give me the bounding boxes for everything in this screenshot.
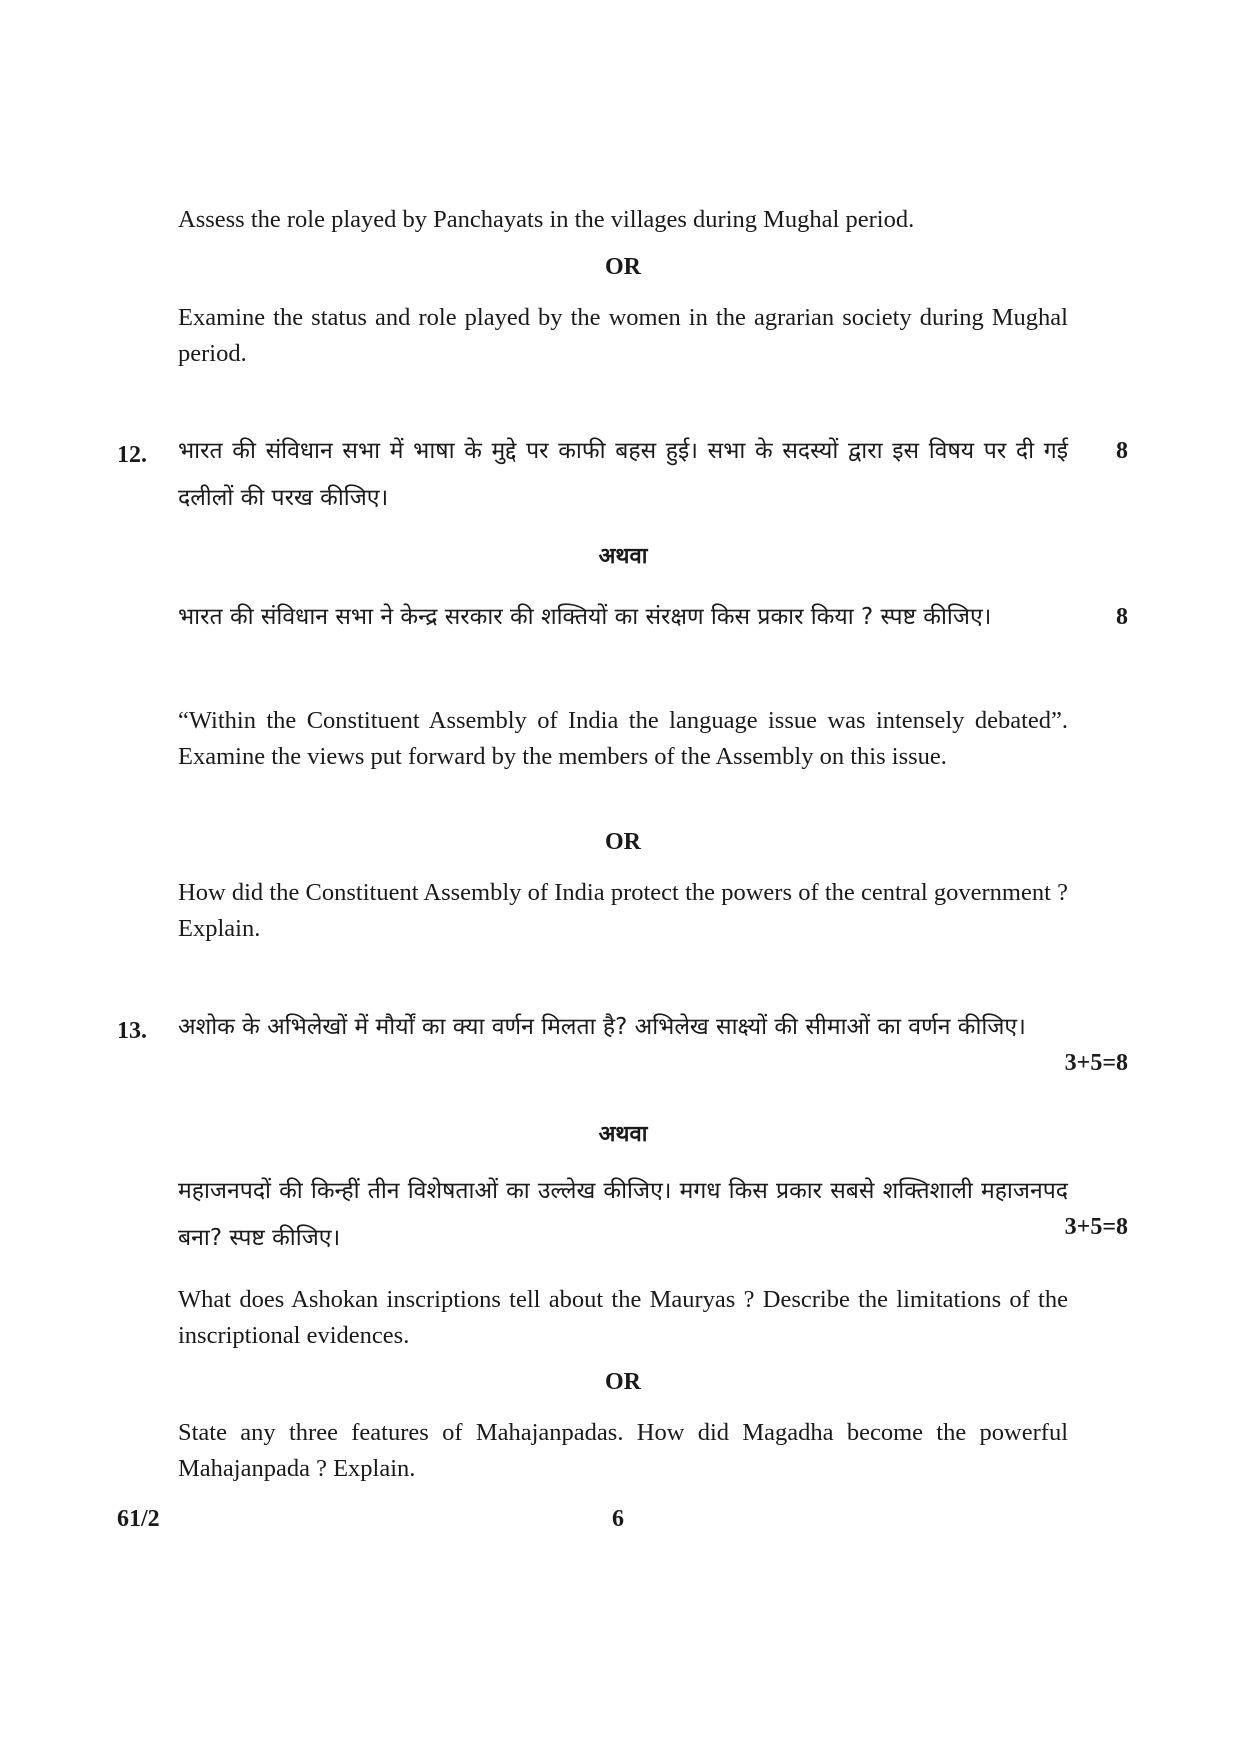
q13-alternative-english: State any three features of Mahajanpadas. How did Magadha become the powerful Mahajanpada ? Explain.: [178, 1419, 1068, 1482]
q11-or-separator: OR: [605, 254, 641, 280]
q12-alternative-hindi: भारत की संविधान सभा ने केन्द्र सरकार की शक्तियों का संरक्षण किस प्रकार किया ? स्पष्ट कीजिए।: [178, 604, 992, 630]
q13-athva-separator: अथवा: [598, 1122, 648, 1147]
q12-number: 12.: [117, 442, 147, 468]
q12-question-english: “Within the Constituent Assembly of India the language issue was intensely debated”. Examine the views put forward by the members of the Assembly on this issue.: [178, 707, 1068, 770]
q13-marks: 3+5=8: [1064, 1050, 1128, 1076]
paper-code: 61/2: [117, 1506, 160, 1532]
q12-or-separator: OR: [605, 829, 641, 855]
q13-question-hindi: अशोक के अभिलेखों में मौर्यों का क्या वर्णन मिलता है? अभिलेख साक्ष्यों की सीमाओं का वर्णन कीजिए।: [178, 1014, 1026, 1040]
q11-alternative-english: Examine the status and role played by the women in the agrarian society during Mughal period.: [178, 304, 1068, 367]
q12-alt-marks: 8: [1116, 604, 1128, 630]
q12-athva-separator: अथवा: [598, 544, 648, 569]
q12-question-hindi: भारत की संविधान सभा में भाषा के मुद्दे पर काफी बहस हुई। सभा के सदस्यों द्वारा इस विषय पर दी गई दलीलों की परख कीजिए।: [178, 438, 1068, 511]
q13-or-separator: OR: [605, 1369, 641, 1395]
q13-number: 13.: [117, 1018, 147, 1044]
page-number: 6: [612, 1506, 624, 1532]
q13-question-english: What does Ashokan inscriptions tell about the Mauryas ? Describe the limitations of the inscriptional evidences.: [178, 1286, 1068, 1349]
q11-question-english: Assess the role played by Panchayats in the villages during Mughal period.: [178, 206, 915, 233]
q12-alternative-english: How did the Constituent Assembly of India protect the powers of the central government ? Explain.: [178, 879, 1068, 942]
q13-alternative-hindi: महाजनपदों की किन्हीं तीन विशेषताओं का उल्लेख कीजिए। मगध किस प्रकार सबसे शक्तिशाली महाजनपद बना? स्पष्ट कीजिए।: [178, 1178, 1068, 1251]
q13-alt-marks: 3+5=8: [1064, 1214, 1128, 1240]
q12-marks: 8: [1116, 438, 1128, 464]
